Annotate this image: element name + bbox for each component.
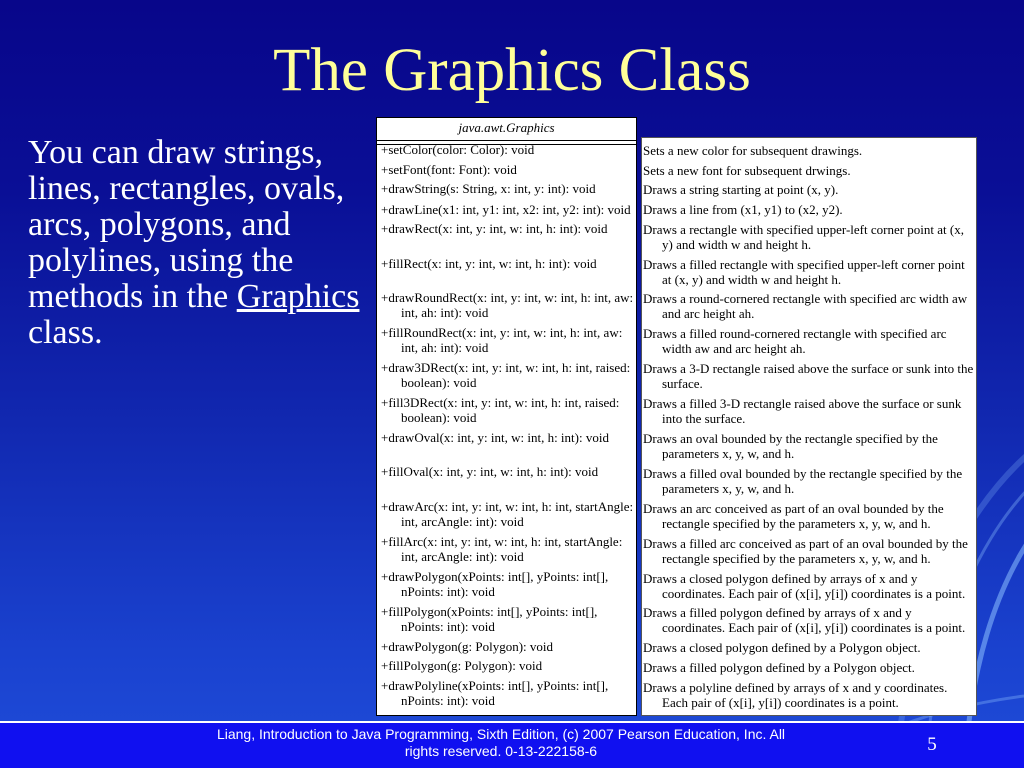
method-description-line: Draws a filled arc conceived as part of an oval bounded by the bbox=[643, 536, 968, 551]
method-signature bbox=[381, 678, 608, 708]
method-description bbox=[643, 660, 915, 675]
method-signature-line: +drawArc(x: int, y: int, w: int, h: int, startAngle: bbox=[381, 499, 634, 514]
method-signature-line: +fillRect(x: int, y: int, w: int, h: int): void bbox=[381, 256, 597, 271]
method-description bbox=[643, 291, 967, 321]
method-description-line: Sets a new font for subsequent drwings. bbox=[643, 163, 851, 178]
method-signature-line-continuation: boolean): void bbox=[401, 410, 477, 425]
method-description bbox=[643, 396, 961, 426]
method-signature-line-continuation: int, ah: int): void bbox=[401, 305, 489, 320]
method-signature bbox=[381, 290, 633, 320]
method-signature-line: +fillPolygon(g: Polygon): void bbox=[381, 658, 543, 673]
method-description-line: Draws a filled oval bounded by the rectangle specified by the bbox=[643, 466, 963, 481]
method-signature bbox=[381, 569, 608, 599]
method-signature bbox=[381, 202, 631, 217]
graphics-link[interactable]: Graphics bbox=[236, 278, 360, 315]
method-description-line: Draws a closed polygon defined by a Polygon object. bbox=[643, 640, 921, 655]
method-description-line-continuation: surface. bbox=[662, 376, 703, 391]
method-description bbox=[643, 466, 962, 496]
method-signature bbox=[381, 604, 597, 634]
method-description bbox=[643, 680, 947, 710]
method-description-line-continuation: parameters x, y, w, and h. bbox=[662, 446, 795, 461]
method-description-line: Draws a polyline defined by arrays of x and y coordinates. bbox=[643, 680, 948, 695]
page-number: 5 bbox=[927, 734, 937, 755]
method-description bbox=[643, 605, 965, 635]
method-description-line-continuation: rectangle specified by the parameters x, y, w, and h. bbox=[662, 516, 931, 531]
method-signature bbox=[381, 325, 622, 355]
slide-footer bbox=[0, 723, 1024, 768]
method-description bbox=[643, 431, 938, 461]
method-signature bbox=[381, 360, 630, 390]
intro-line: arcs, polygons, and bbox=[28, 206, 291, 243]
uml-class-name: java.awt.Graphics bbox=[377, 118, 636, 141]
method-signature-line-continuation: nPoints: int): void bbox=[401, 693, 495, 708]
method-description bbox=[643, 571, 965, 601]
method-description-line: Draws a round-cornered rectangle with specified arc width aw bbox=[643, 291, 968, 306]
method-description bbox=[643, 182, 838, 197]
method-signature bbox=[381, 430, 609, 445]
intro-line: class. bbox=[28, 314, 103, 351]
method-description bbox=[643, 202, 843, 217]
method-signature bbox=[381, 395, 619, 425]
method-signature-line-continuation: nPoints: int): void bbox=[401, 584, 495, 599]
method-description bbox=[643, 143, 862, 158]
method-signature-line: +fillArc(x: int, y: int, w: int, h: int, startAngle: bbox=[381, 534, 623, 549]
method-description bbox=[643, 257, 965, 287]
method-signature-line-continuation: int, arcAngle: int): void bbox=[401, 514, 524, 529]
uml-class-box bbox=[376, 117, 637, 716]
method-signature-line-continuation: nPoints: int): void bbox=[401, 619, 495, 634]
method-signature-line-continuation: int, ah: int): void bbox=[401, 340, 489, 355]
method-signature-line: +drawRoundRect(x: int, y: int, w: int, h: int, aw: bbox=[381, 290, 634, 305]
method-signature-line: +fill3DRect(x: int, y: int, w: int, h: int, raised: bbox=[381, 395, 620, 410]
method-signature-line: +drawString(s: String, x: int, y: int): void bbox=[381, 181, 596, 196]
method-signature bbox=[381, 639, 553, 654]
method-description-line: Draws a 3-D rectangle raised above the surface or sunk into the bbox=[643, 361, 974, 376]
method-description-line: Draws a string starting at point (x, y). bbox=[643, 182, 839, 197]
slide-title: The Graphics Class bbox=[273, 37, 751, 104]
method-description-line: Draws an oval bounded by the rectangle specified by the bbox=[643, 431, 938, 446]
method-description-line-continuation: at (x, y) and width w and height h. bbox=[662, 272, 842, 287]
method-signature bbox=[381, 658, 542, 673]
method-description bbox=[643, 163, 851, 178]
footer-citation bbox=[0, 726, 1002, 760]
method-signature-line: +setColor(color: Color): void bbox=[381, 142, 535, 157]
method-description-line-continuation: coordinates. Each pair of (x[i], y[i]) coordinates is a point. bbox=[662, 620, 966, 635]
method-signature bbox=[381, 464, 598, 479]
method-signature bbox=[381, 221, 608, 236]
method-description-line: Draws a filled round-cornered rectangle with specified arc bbox=[643, 326, 947, 341]
method-signature-line: +fillOval(x: int, y: int, w: int, h: int): void bbox=[381, 464, 599, 479]
method-signature bbox=[381, 256, 597, 271]
method-description-line-continuation: coordinates. Each pair of (x[i], y[i]) coordinates is a point. bbox=[662, 586, 966, 601]
method-signature bbox=[381, 534, 622, 564]
method-description bbox=[643, 640, 921, 655]
intro-line bbox=[28, 279, 359, 315]
method-signature-line-continuation: boolean): void bbox=[401, 375, 477, 390]
method-description-line: Draws a rectangle with specified upper-left corner point at (x, bbox=[643, 222, 964, 237]
method-descriptions-box bbox=[641, 137, 977, 716]
method-signature-line: +drawRect(x: int, y: int, w: int, h: int): void bbox=[381, 221, 608, 236]
method-description-line-continuation: and arc height ah. bbox=[662, 306, 755, 321]
intro-line: polylines, using the bbox=[28, 242, 294, 279]
method-description-line-continuation: parameters x, y, w, and h. bbox=[662, 481, 795, 496]
method-signature-line: +fillRoundRect(x: int, y: int, w: int, h: int, aw: bbox=[381, 325, 623, 340]
method-description-line: Draws a line from (x1, y1) to (x2, y2). bbox=[643, 202, 843, 217]
intro-line-text: methods in the bbox=[28, 278, 237, 315]
method-signature-line: +drawLine(x1: int, y1: int, x2: int, y2: int): void bbox=[381, 202, 631, 217]
method-description bbox=[643, 501, 944, 531]
method-signature bbox=[381, 181, 596, 196]
method-description bbox=[643, 326, 947, 356]
method-signature-line: +drawPolygon(xPoints: int[], yPoints: int[], bbox=[381, 569, 609, 584]
footer-citation-line: rights reserved. 0-13-222158-6 bbox=[404, 743, 598, 759]
method-descriptions bbox=[642, 138, 976, 715]
method-description-line: Sets a new color for subsequent drawings. bbox=[643, 143, 863, 158]
method-description-line-continuation: y) and width w and height h. bbox=[662, 237, 812, 252]
method-description-line-continuation: Each pair of (x[i], y[i]) coordinates is a point. bbox=[662, 695, 899, 710]
method-description bbox=[643, 361, 973, 391]
method-description-line-continuation: into the surface. bbox=[662, 411, 746, 426]
method-description-line: Draws a filled 3-D rectangle raised above the surface or sunk bbox=[643, 396, 962, 411]
method-signature-line: +drawPolygon(g: Polygon): void bbox=[381, 639, 553, 654]
method-signature-line: +draw3DRect(x: int, y: int, w: int, h: int, raised: bbox=[381, 360, 631, 375]
method-signature-line-continuation: int, arcAngle: int): void bbox=[401, 549, 524, 564]
method-description-line: Draws an arc conceived as part of an oval bounded by the bbox=[643, 501, 944, 516]
footer-citation-line: Liang, Introduction to Java Programming, Sixth Edition, (c) 2007 Pearson Education, Inc. All bbox=[216, 726, 786, 742]
intro-text bbox=[28, 135, 359, 351]
method-description-line: Draws a filled polygon defined by a Polygon object. bbox=[643, 660, 915, 675]
method-description-line: Draws a filled rectangle with specified upper-left corner point bbox=[643, 257, 965, 272]
intro-line: lines, rectangles, ovals, bbox=[28, 170, 345, 207]
uml-methods-compartment bbox=[377, 142, 636, 715]
method-description bbox=[643, 222, 964, 252]
method-description-line-continuation: rectangle specified by the parameters x, y, w, and h. bbox=[662, 551, 931, 566]
method-signature bbox=[381, 162, 517, 177]
method-signature-line: +drawPolyline(xPoints: int[], yPoints: int[], bbox=[381, 678, 609, 693]
method-signature bbox=[381, 142, 534, 157]
method-description bbox=[643, 536, 968, 566]
method-signature-line: +fillPolygon(xPoints: int[], yPoints: int[], bbox=[381, 604, 598, 619]
method-description-line: Draws a filled polygon defined by arrays of x and y bbox=[643, 605, 912, 620]
method-description-line: Draws a closed polygon defined by arrays of x and y bbox=[643, 571, 918, 586]
method-signature-line: +setFont(font: Font): void bbox=[381, 162, 517, 177]
method-description-line-continuation: width aw and arc height ah. bbox=[662, 341, 806, 356]
method-signature bbox=[381, 499, 633, 529]
method-signature-line: +drawOval(x: int, y: int, w: int, h: int): void bbox=[381, 430, 609, 445]
intro-line: You can draw strings, bbox=[28, 134, 323, 171]
